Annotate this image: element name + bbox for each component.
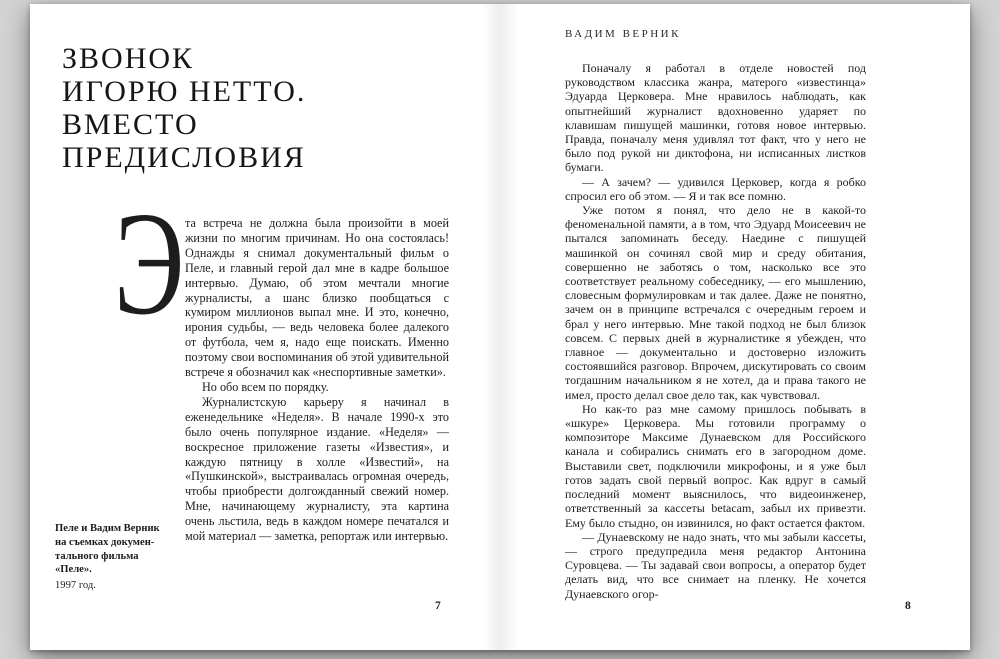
caption-year: 1997 год.	[55, 580, 96, 592]
left-page	[30, 4, 500, 650]
caption-line: на съемках докумен-	[55, 536, 155, 548]
chapter-title-line: ИГОРЮ НЕТТО.	[62, 75, 307, 108]
paragraph: та встреча не должна была произойти в моей жизни по многим причинам. Но она состоялась! Однажды я снимал документальный фильм о Пеле, и главный герой дал мне в кадре большое интервью. Думаю, об этом мечтали многие журналисты, а шанс близко пообщаться с кумиром миллионов выпал мне. И это, конечно, ирония судьбы, — ведь человека более далекого от футбола, чем я, надо еще поискать. Именно поэтому свои воспоминания об этой удивительной встрече я обозначил как «неспортивные заметки».	[185, 216, 449, 380]
paragraph: — А зачем? — удивился Церковер, когда я робко спросил его об этом. — Я и так все помню.	[565, 174, 866, 203]
caption-line: «Пеле».	[55, 564, 92, 576]
paragraph: Журналистскую карьеру я начинал в еженедельнике «Неделя». В начале 1990-х это было очень популярное издание. «Неделя» — воскресное приложение газеты «Известия», и каждую пятницу в холле «Известий», на «Пушкинской», выстраивалась огромная очередь, чтобы приобрести долгожданный свежий номер. Мне, начинающему журналисту, эта картина очень льстила, ведь в каждом номере печатался и мой материал — заметка, репортаж или интервью.	[185, 394, 449, 544]
paragraph: Но обо всем по порядку.	[202, 379, 329, 394]
caption-line: тального фильма	[55, 550, 139, 562]
left-body-text	[185, 216, 449, 544]
chapter-title-line: ПРЕДИСЛОВИЯ	[62, 141, 306, 174]
chapter-title-line: ЗВОНОК	[62, 42, 195, 75]
caption-line: Пеле и Вадим Верник	[55, 523, 160, 534]
right-body-text	[565, 61, 866, 601]
chapter-title	[62, 42, 306, 174]
book-spread	[30, 4, 970, 650]
running-header: ВАДИМ ВЕРНИК	[565, 28, 681, 40]
drop-cap: Э	[114, 182, 185, 346]
page-number-left: 7	[435, 600, 441, 612]
paragraph: Поначалу я работал в отделе новостей под руководством классика жанра, матерого «известинца» Эдуарда Церковера. Мне нравилось наблюдать, как опытнейший журналист вдохновенно ударяет по клавишам пишущей машинки, готовя новое интервью. Правда, поначалу меня удивлял тот факт, что у него не было под рукой ни диктофона, ни исписанных листков бумаги.	[565, 61, 866, 175]
right-page	[500, 4, 970, 650]
page-number-right: 8	[905, 600, 911, 612]
paragraph: — Дунаевскому не надо знать, что мы забыли кассеты, — строго предупредила меня редактор Антонина Суровцева. — Ты задавай свои вопросы, а оператор будет делать вид, что все снимает на пленку. Не хочется Дунаевского огор-	[565, 529, 866, 601]
photo-caption	[55, 522, 185, 593]
chapter-title-line: ВМЕСТО	[62, 108, 199, 141]
paragraph: Но как-то раз мне самому пришлось побывать в «шкуре» Церковера. Мы готовили программу о композиторе Максиме Дунаевском для Российского канала и собирались снимать его в загородном доме. Выставили свет, подключили микрофоны, и я уже был готов задать свой первый вопрос. Как вдруг в самый последний момент выяснилось, что видеоинженер, ответственный за кассеты betacam, забыл их привезти. Ему было стыдно, он извинился, но факт остается фактом.	[565, 401, 866, 530]
paragraph: Уже потом я понял, что дело не в какой-то феноменальной памяти, а в том, что Эдуард Моисеевич не пытался запоминать беседу. Наедине с пишущей машинкой он сочинял свой мир и среду обитания, совершенно не заботясь о том, насколько все это соответствует реальному собеседнику, — его мышлению, словесным формулировкам и так далее. Даже не понятно, зачем он в принципе встречался с очередным героем и брал у него интервью. Мне такой подход не был близок совсем. С первых дней в журналистике я убежден, что главное — документально и достоверно изложить состоявшийся разговор. Впрочем, дискутировать со своим тогдашним начальником я не хотел, да и права такого не имел, просто делал свое дело так, как чувствовал.	[565, 203, 866, 402]
